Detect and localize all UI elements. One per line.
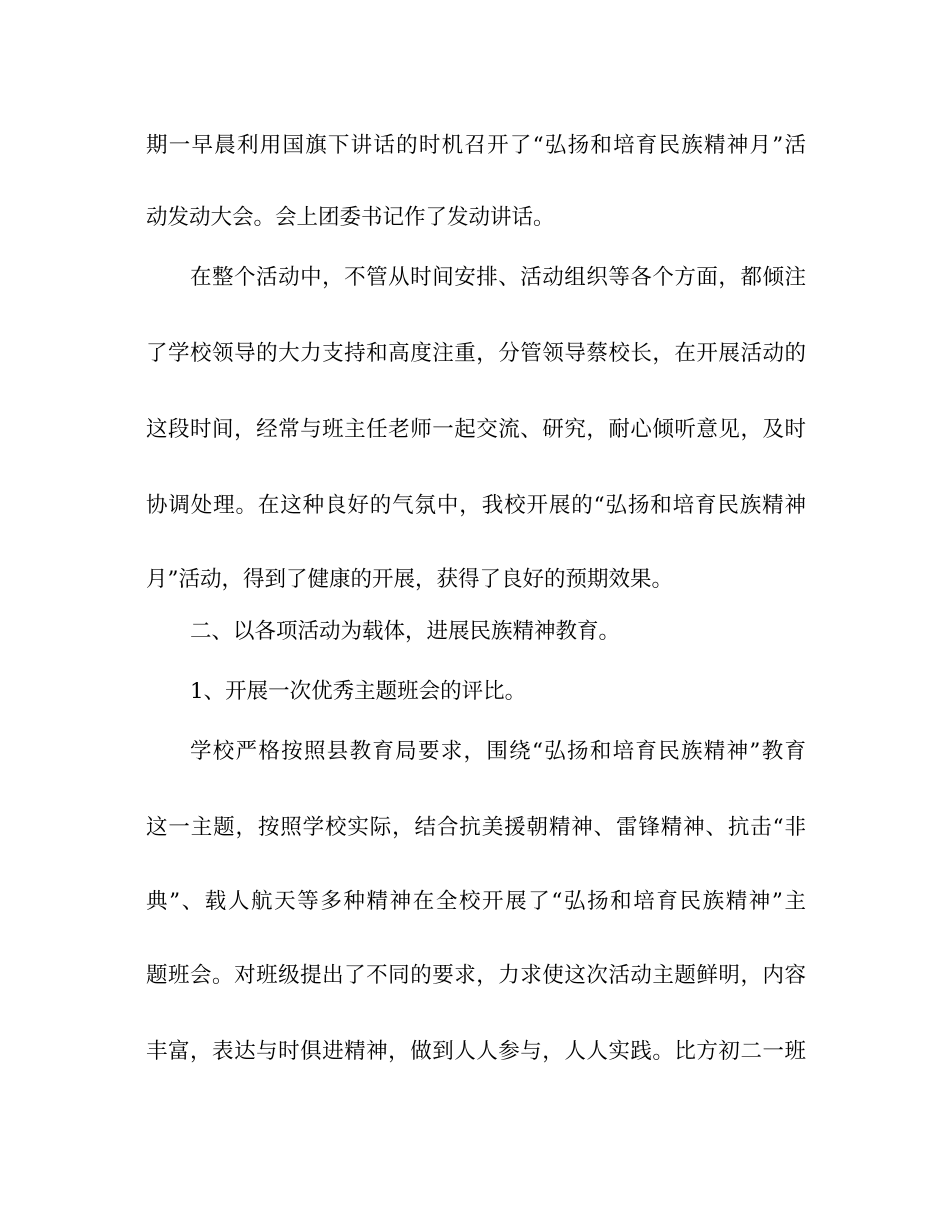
text-line: 这一主题，按照学校实际，结合抗美援朝精神、雷锋精神、抗击“非 <box>146 815 806 840</box>
paragraph-start-line: 学校严格按照县教育局要求，围绕“弘扬和培育民族精神”教育 <box>190 739 806 764</box>
text-line: 了学校领导的大力支持和高度注重，分管领导蔡校长，在开展活动的 <box>146 341 806 366</box>
text-line: 典”、载人航天等多种精神在全校开展了“弘扬和培育民族精神”主 <box>146 889 806 914</box>
subsection-heading: 1、开展一次优秀主题班会的评比。 <box>190 679 527 704</box>
text-line: 题班会。对班级提出了不同的要求，力求使这次活动主题鲜明，内容 <box>146 963 806 988</box>
text-line: 期一早晨利用国旗下讲话的时机召开了“弘扬和培育民族精神月”活 <box>146 133 806 158</box>
paragraph-start-line: 在整个活动中，不管从时间安排、活动组织等各个方面，都倾注 <box>190 265 806 290</box>
text-line: 月”活动，得到了健康的开展，获得了良好的预期效果。 <box>146 567 673 592</box>
text-line: 这段时间，经常与班主任老师一起交流、研究，耐心倾听意见，及时 <box>146 417 806 442</box>
text-line: 丰富，表达与时俱进精神，做到人人参与，人人实践。比方初二一班 <box>146 1039 806 1064</box>
text-line: 协调处理。在这种良好的气氛中，我校开展的“弘扬和培育民族精神 <box>146 493 806 518</box>
text-line: 动发动大会。会上团委书记作了发动讲话。 <box>146 205 555 230</box>
section-heading: 二、以各项活动为载体，进展民族精神教育。 <box>190 619 621 644</box>
